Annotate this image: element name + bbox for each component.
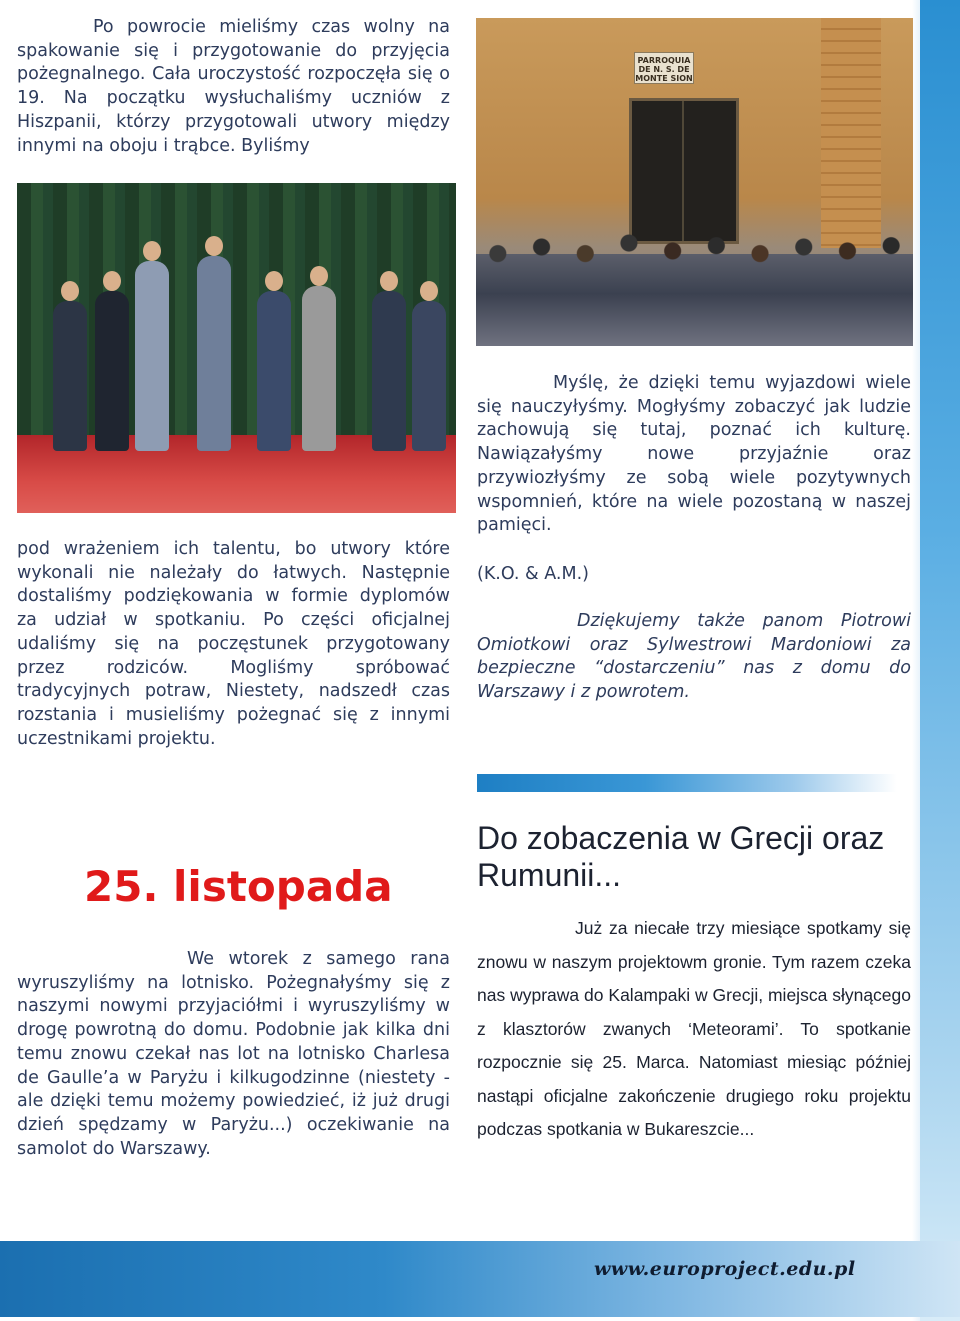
person-figure (412, 301, 446, 451)
farewell-heading: Do zobaczenia w Grecji oraz Rumunii... (477, 820, 885, 893)
person-figure (302, 286, 336, 451)
person-figure (53, 301, 87, 451)
footer-link[interactable]: www.europroject.edu.pl (594, 1258, 856, 1280)
date-heading: 25. listopada (84, 862, 393, 911)
person-figure (95, 291, 129, 451)
page-edge-bar (920, 0, 960, 1321)
reflection-paragraph: Myślę, że dzięki temu wyjazdowi wiele się nauczyłyśmy. Mogłyśmy zobaczyć jak ludzie zachowują się tutaj, poznać ich kulturę. Nawiązałyśmy nowe przyjaźnie oraz przywiozłyśmy ze sobą wiele pozytywnych wspomnień, które na wiele pozostaną w naszej pamięci. (477, 373, 911, 536)
intro-paragraph: Po powrocie mieliśmy czas wolny na spakowanie się i przygotowanie do przyjęcia pożegnalnego. Cała uroczystość rozpoczęła się o 19. Na początku wysłuchaliśmy uczniów z Hiszpanii, którzy przygotowali utwory między innymi na oboju i trąbce. Byliśmy (17, 17, 450, 156)
church-photo (476, 18, 913, 346)
person-figure (257, 291, 291, 451)
travel-paragraph: We wtorek z samego rana wyruszyliśmy na lotnisko. Pożegnałyśmy się z naszymi nowymi przyjaciółmi i wyruszyliśmy w drogę powrotną do domu. Podobnie jak kilka dni temu znowu czekał nas lot na lotnisko Charlesa de Gaulle’a w Paryżu i kilkugodzinne (niestety - ale dzięki temu możemy powiedzieć, iż już drugi dzień spędzamy w Paryżu...) oczekiwanie na samolot do Warszawy. (17, 949, 450, 1159)
group-of-people (476, 214, 913, 346)
stage-photo (17, 183, 456, 513)
author-signature: (K.O. & A.M.) (477, 564, 589, 584)
next-meeting-paragraph: Już za niecałe trzy miesiące spotkamy się znowu w naszym projektowm gronie. Tym razem czeka nas wyprawa do Kalampaki w Grecji, miejsca słynącego z klasztorów zwanych ‘Meteorami’. To spotkanie rozpocznie się 25. Marca. Natomiast miesiąc później nastąpi oficjalne zakończenie drugiego roku projektu podczas spotkania w Bukareszcie... (477, 918, 911, 1139)
church-sign: PARROQUIA DE N. S. DE MONTE SION (634, 52, 694, 84)
person-figure (372, 291, 406, 451)
page-edge-fade (912, 0, 920, 1321)
thanks-paragraph: Dziękujemy także panom Piotrowi Omiotkowi oraz Sylwestrowi Mardoniowi za bezpieczne “dostarczeniu” nas z domu do Warszawy i z powrotem. (477, 611, 911, 703)
person-figure (135, 261, 169, 451)
section-divider-bar (477, 774, 897, 792)
ceremony-paragraph: pod wrażeniem ich talentu, bo utwory które wykonali nie należały do łatwych. Następnie dostaliśmy podziękowania w formie dyplomów za udział w spotkaniu. Po części oficjalnej udaliśmy się na poczęstunek przygotowany przez rodziców. Mogliśmy spróbować tradycyjnych potraw, Niestety, nadszedł czas rozstania i musieliśmy pożegnać się z innymi uczestnikami projektu. (17, 539, 450, 749)
person-figure (197, 256, 231, 451)
